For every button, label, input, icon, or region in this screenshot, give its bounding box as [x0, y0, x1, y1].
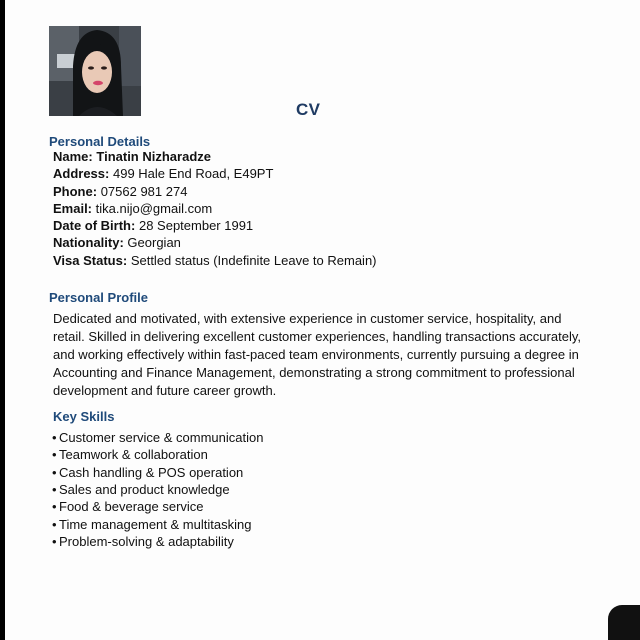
skill-label: Customer service & communication	[59, 430, 264, 445]
skill-item	[52, 447, 208, 462]
detail-value: 07562 981 274	[100, 184, 188, 199]
skill-item	[52, 534, 234, 549]
bullet-icon: •	[52, 430, 57, 445]
detail-label: Visa Status:	[53, 253, 128, 268]
bullet-icon: •	[52, 465, 57, 480]
detail-value: 28 September 1991	[138, 218, 254, 233]
skill-label: Food & beverage service	[59, 499, 204, 514]
detail-visa-status	[53, 253, 377, 268]
bullet-icon: •	[52, 447, 57, 462]
bullet-icon: •	[52, 534, 57, 549]
bullet-icon: •	[52, 517, 57, 532]
skill-item	[52, 482, 230, 497]
detail-value: 499 Hale End Road, E49PT	[112, 166, 274, 181]
personal-details-heading: Personal Details	[49, 134, 151, 149]
skill-label: Time management & multitasking	[59, 517, 252, 532]
skill-item	[52, 517, 251, 532]
skill-item	[52, 499, 204, 514]
detail-value: Settled status (Indefinite Leave to Remain)	[130, 253, 377, 268]
detail-label: Date of Birth:	[53, 218, 136, 233]
document-title: CV	[296, 100, 321, 119]
skill-label: Problem-solving & adaptability	[59, 534, 234, 549]
detail-address	[53, 166, 273, 181]
cv-page	[5, 0, 640, 640]
detail-nationality	[53, 235, 181, 250]
skill-label: Cash handling & POS operation	[59, 465, 244, 480]
detail-label: Email:	[53, 201, 93, 216]
detail-email	[53, 201, 212, 216]
key-skills-heading: Key Skills	[53, 409, 115, 424]
profile-photo	[49, 26, 141, 116]
detail-phone	[53, 184, 187, 199]
detail-label: Nationality:	[53, 235, 124, 250]
skill-item	[52, 430, 263, 445]
bullet-icon: •	[52, 482, 57, 497]
detail-value: Tinatin Nizharadze	[96, 149, 211, 164]
bullet-icon: •	[52, 499, 57, 514]
skill-label: Teamwork & collaboration	[59, 447, 208, 462]
detail-label: Phone:	[53, 184, 98, 199]
personal-profile-text: Dedicated and motivated, with extensive experience in customer service, hospitality, and retail. Skilled in delivering excellent customer experiences, handling transactions accurately, and working effectively within fast-paced team environments, currently pursuing a degree in Accounting and Finance Management, demonstrating a strong commitment to professional development and future career growth.	[53, 311, 581, 398]
corner-overlay	[608, 605, 640, 640]
detail-label: Name:	[53, 149, 93, 164]
detail-dob	[53, 218, 253, 233]
detail-label: Address:	[53, 166, 110, 181]
personal-profile-heading: Personal Profile	[49, 290, 148, 305]
detail-name	[53, 149, 211, 164]
skill-item	[52, 465, 243, 480]
skill-label: Sales and product knowledge	[59, 482, 230, 497]
detail-value: tika.nijo@gmail.com	[95, 201, 213, 216]
detail-value: Georgian	[127, 235, 181, 250]
